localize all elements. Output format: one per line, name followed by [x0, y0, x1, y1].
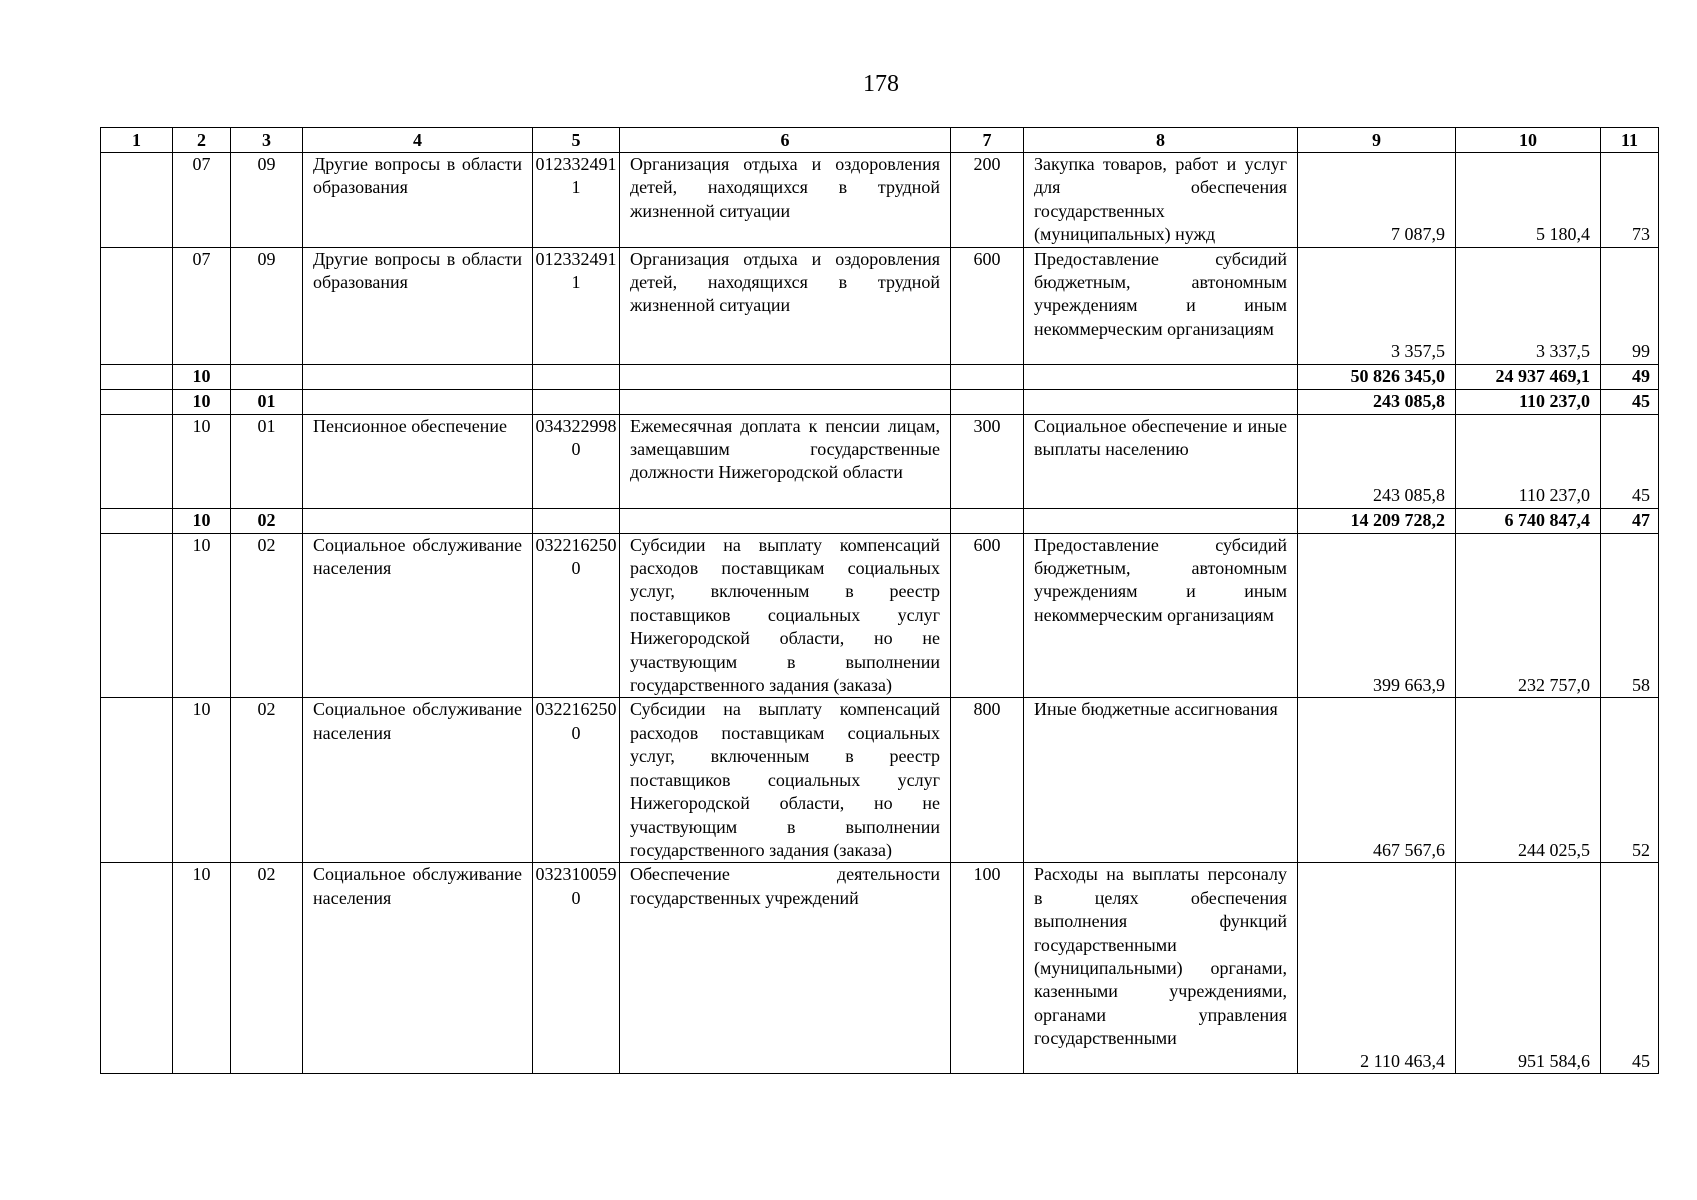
cell-target-name: Обеспечение деятельности государственных учреждений	[620, 863, 951, 1074]
section-total-row	[101, 364, 1659, 389]
column-header: 8	[1024, 128, 1298, 153]
cell-percent: 99	[1601, 247, 1659, 364]
cell-target-code: 0123324911	[533, 153, 620, 248]
cell-plan: 7 087,9	[1298, 153, 1456, 248]
column-header: 2	[173, 128, 231, 153]
cell-plan: 3 357,5	[1298, 247, 1456, 364]
cell-section: 10	[173, 364, 231, 389]
cell-actual: 24 937 469,1	[1456, 364, 1601, 389]
cell-subsection-name	[303, 389, 533, 414]
cell-col1	[101, 389, 173, 414]
cell-actual: 110 237,0	[1456, 389, 1601, 414]
cell-target-code	[533, 389, 620, 414]
cell-actual: 244 025,5	[1456, 698, 1601, 863]
column-header: 11	[1601, 128, 1659, 153]
cell-subsection-name: Социальное обслуживание населения	[303, 863, 533, 1074]
cell-expense-type	[951, 364, 1024, 389]
cell-plan: 399 663,9	[1298, 533, 1456, 698]
cell-subsection-name: Социальное обслуживание населения	[303, 698, 533, 863]
cell-target-code: 0343229980	[533, 414, 620, 508]
table-row	[101, 863, 1659, 1074]
cell-section: 10	[173, 414, 231, 508]
cell-plan: 2 110 463,4	[1298, 863, 1456, 1074]
cell-expense-name	[1024, 508, 1298, 533]
cell-subsection-name: Другие вопросы в области образования	[303, 153, 533, 248]
table-row	[101, 533, 1659, 698]
cell-percent: 73	[1601, 153, 1659, 248]
cell-subsection-name: Социальное обслуживание населения	[303, 533, 533, 698]
cell-subsection-name	[303, 364, 533, 389]
column-header: 3	[231, 128, 303, 153]
cell-expense-type	[951, 508, 1024, 533]
cell-subsection	[231, 364, 303, 389]
subsection-total-row	[101, 389, 1659, 414]
cell-target-name: Ежемесячная доплата к пенсии лицам, замещавшим государственные должности Нижегородской области	[620, 414, 951, 508]
cell-subsection: 02	[231, 533, 303, 698]
cell-col1	[101, 508, 173, 533]
cell-expense-name	[1024, 389, 1298, 414]
cell-actual: 951 584,6	[1456, 863, 1601, 1074]
table-row	[101, 698, 1659, 863]
cell-subsection: 02	[231, 698, 303, 863]
cell-target-code	[533, 508, 620, 533]
cell-expense-name: Закупка товаров, работ и услуг для обеспечения государственных (муниципальных) нужд	[1024, 153, 1298, 248]
cell-target-code: 0123324911	[533, 247, 620, 364]
cell-expense-type: 100	[951, 863, 1024, 1074]
cell-expense-name	[1024, 364, 1298, 389]
cell-expense-name: Предоставление субсидий бюджетным, автономным учреждениям и иным некоммерческим организациям	[1024, 247, 1298, 364]
cell-col1	[101, 364, 173, 389]
cell-percent: 47	[1601, 508, 1659, 533]
cell-subsection-name	[303, 508, 533, 533]
cell-plan: 14 209 728,2	[1298, 508, 1456, 533]
cell-expense-name: Социальное обеспечение и иные выплаты населению	[1024, 414, 1298, 508]
cell-col1	[101, 533, 173, 698]
table-row	[101, 247, 1659, 364]
cell-target-code: 0322162500	[533, 698, 620, 863]
cell-expense-type	[951, 389, 1024, 414]
cell-actual: 110 237,0	[1456, 414, 1601, 508]
cell-section: 10	[173, 698, 231, 863]
cell-actual: 3 337,5	[1456, 247, 1601, 364]
column-header: 5	[533, 128, 620, 153]
cell-expense-name: Предоставление субсидий бюджетным, автономным учреждениям и иным некоммерческим организациям	[1024, 533, 1298, 698]
cell-percent: 52	[1601, 698, 1659, 863]
cell-target-name	[620, 508, 951, 533]
cell-percent: 49	[1601, 364, 1659, 389]
cell-plan: 243 085,8	[1298, 414, 1456, 508]
cell-subsection: 09	[231, 153, 303, 248]
cell-expense-type: 600	[951, 533, 1024, 698]
cell-subsection: 01	[231, 389, 303, 414]
column-header: 1	[101, 128, 173, 153]
cell-col1	[101, 153, 173, 248]
column-header: 7	[951, 128, 1024, 153]
cell-percent: 45	[1601, 414, 1659, 508]
cell-target-code: 0322162500	[533, 533, 620, 698]
cell-target-code	[533, 364, 620, 389]
cell-percent: 45	[1601, 389, 1659, 414]
cell-subsection-name: Другие вопросы в области образования	[303, 247, 533, 364]
cell-section: 10	[173, 863, 231, 1074]
cell-percent: 45	[1601, 863, 1659, 1074]
column-header: 9	[1298, 128, 1456, 153]
cell-col1	[101, 698, 173, 863]
cell-expense-type: 200	[951, 153, 1024, 248]
cell-col1	[101, 414, 173, 508]
cell-subsection: 02	[231, 863, 303, 1074]
cell-percent: 58	[1601, 533, 1659, 698]
cell-section: 10	[173, 533, 231, 698]
cell-section: 07	[173, 247, 231, 364]
cell-target-name	[620, 364, 951, 389]
cell-target-name: Организация отдыха и оздоровления детей, находящихся в трудной жизненной ситуации	[620, 247, 951, 364]
cell-subsection: 09	[231, 247, 303, 364]
cell-target-name: Субсидии на выплату компенсаций расходов поставщикам социальных услуг, включенным в реестр поставщиков социальных услуг Нижегородской области, но не участвующим в выполнении государственного задания (заказа)	[620, 533, 951, 698]
cell-target-name	[620, 389, 951, 414]
cell-subsection-name: Пенсионное обеспечение	[303, 414, 533, 508]
cell-plan: 243 085,8	[1298, 389, 1456, 414]
cell-actual: 5 180,4	[1456, 153, 1601, 248]
subsection-total-row	[101, 508, 1659, 533]
cell-col1	[101, 247, 173, 364]
cell-expense-type: 300	[951, 414, 1024, 508]
cell-section: 10	[173, 508, 231, 533]
column-header: 4	[303, 128, 533, 153]
cell-expense-name: Иные бюджетные ассигнования	[1024, 698, 1298, 863]
cell-target-code: 0323100590	[533, 863, 620, 1074]
page-number: 178	[863, 71, 899, 97]
cell-section: 10	[173, 389, 231, 414]
cell-actual: 6 740 847,4	[1456, 508, 1601, 533]
cell-subsection: 02	[231, 508, 303, 533]
table-row	[101, 414, 1659, 508]
cell-subsection: 01	[231, 414, 303, 508]
cell-plan: 467 567,6	[1298, 698, 1456, 863]
table-row	[101, 153, 1659, 248]
column-header: 10	[1456, 128, 1601, 153]
cell-expense-name: Расходы на выплаты персоналу в целях обеспечения выполнения функций государственными (муниципальными) органами, казенными учреждениями, органами управления государственными	[1024, 863, 1298, 1074]
cell-actual: 232 757,0	[1456, 533, 1601, 698]
cell-section: 07	[173, 153, 231, 248]
cell-expense-type: 600	[951, 247, 1024, 364]
cell-target-name: Субсидии на выплату компенсаций расходов поставщикам социальных услуг, включенным в реестр поставщиков социальных услуг Нижегородской области, но не участвующим в выполнении государственного задания (заказа)	[620, 698, 951, 863]
budget-table	[100, 127, 1659, 1074]
cell-expense-type: 800	[951, 698, 1024, 863]
cell-target-name: Организация отдыха и оздоровления детей, находящихся в трудной жизненной ситуации	[620, 153, 951, 248]
cell-col1	[101, 863, 173, 1074]
cell-plan: 50 826 345,0	[1298, 364, 1456, 389]
column-header: 6	[620, 128, 951, 153]
header-row	[101, 128, 1659, 153]
